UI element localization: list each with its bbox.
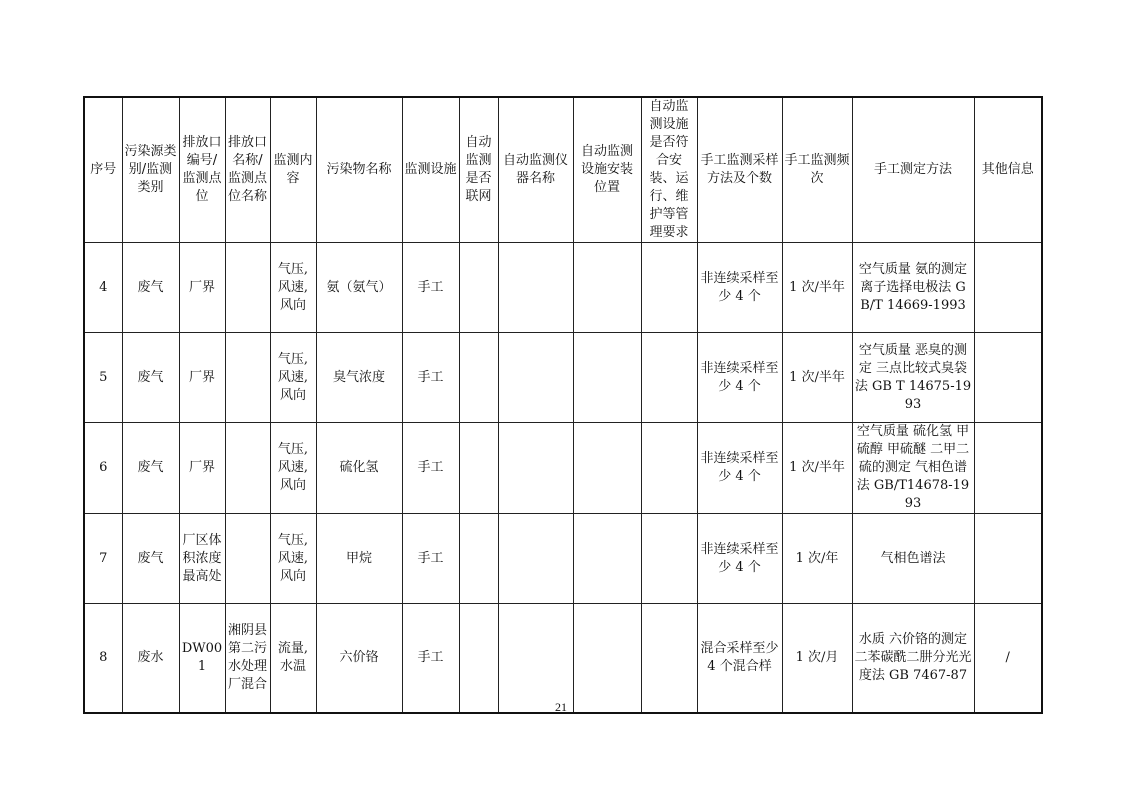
- cell-auto-pos: [573, 333, 641, 423]
- cell-point-code: 厂界: [179, 243, 225, 333]
- cell-other: [974, 514, 1042, 604]
- table-row: [84, 604, 1042, 714]
- header-cell: 自动监测是否联网: [459, 97, 498, 243]
- cell-point-code: 厂界: [179, 333, 225, 423]
- cell-content: 气压,风速,风向: [270, 333, 316, 423]
- cell-other: [974, 423, 1042, 514]
- cell-point-name: [225, 333, 270, 423]
- cell-category: 废气: [122, 243, 179, 333]
- cell-auto-pos: [573, 604, 641, 714]
- cell-auto-net: [459, 243, 498, 333]
- cell-auto-net: [459, 604, 498, 714]
- cell-sampling: 非连续采样至少 4 个: [697, 514, 782, 604]
- cell-point-code: 厂界: [179, 423, 225, 514]
- table-row: [84, 333, 1042, 423]
- cell-content: 气压,风速,风向: [270, 514, 316, 604]
- cell-pollutant: 氨（氨气）: [316, 243, 402, 333]
- cell-category: 废气: [122, 423, 179, 514]
- cell-method: 气相色谱法: [852, 514, 974, 604]
- cell-point-name: [225, 514, 270, 604]
- table-row: [84, 514, 1042, 604]
- cell-auto-name: [498, 423, 573, 514]
- cell-pollutant: 六价铬: [316, 604, 402, 714]
- cell-other: /: [974, 604, 1042, 714]
- cell-point-code: 厂区体积浓度最高处: [179, 514, 225, 604]
- header-cell: 排放口编号/监测点位: [179, 97, 225, 243]
- cell-no: 5: [84, 333, 122, 423]
- header-cell: 监测内容: [270, 97, 316, 243]
- cell-auto-req: [641, 514, 697, 604]
- cell-method: 空气质量 硫化氢 甲硫醇 甲硫醚 二甲二硫的测定 气相色谱法 GB/T14678-1993: [852, 423, 974, 514]
- cell-method: 水质 六价铬的测定 二苯碳酰二肼分光光度法 GB 7467-87: [852, 604, 974, 714]
- cell-auto-name: [498, 333, 573, 423]
- cell-sampling: 非连续采样至少 4 个: [697, 423, 782, 514]
- cell-auto-pos: [573, 514, 641, 604]
- cell-facility: 手工: [402, 243, 459, 333]
- header-cell: 监测设施: [402, 97, 459, 243]
- header-cell: 自动监测仪器名称: [498, 97, 573, 243]
- cell-no: 6: [84, 423, 122, 514]
- header-cell: 手工测定方法: [852, 97, 974, 243]
- cell-point-name: [225, 423, 270, 514]
- cell-auto-pos: [573, 243, 641, 333]
- cell-method: 空气质量 恶臭的测定 三点比较式臭袋法 GB T 14675-1993: [852, 333, 974, 423]
- cell-facility: 手工: [402, 514, 459, 604]
- cell-auto-net: [459, 423, 498, 514]
- cell-pollutant: 臭气浓度: [316, 333, 402, 423]
- cell-frequency: 1 次/半年: [782, 333, 852, 423]
- page-number: 21: [555, 700, 567, 714]
- header-row: [84, 97, 1042, 243]
- header-cell: 其他信息: [974, 97, 1042, 243]
- monitoring-table: [83, 96, 1043, 714]
- cell-facility: 手工: [402, 604, 459, 714]
- cell-other: [974, 333, 1042, 423]
- cell-auto-req: [641, 604, 697, 714]
- header-cell: 手工监测频次: [782, 97, 852, 243]
- cell-frequency: 1 次/月: [782, 604, 852, 714]
- cell-sampling: 非连续采样至少 4 个: [697, 333, 782, 423]
- cell-pollutant: 甲烷: [316, 514, 402, 604]
- table-row: [84, 243, 1042, 333]
- cell-point-name: 湘阴县第二污水处理厂混合: [225, 604, 270, 714]
- cell-auto-net: [459, 333, 498, 423]
- header-cell: 排放口名称/监测点位名称: [225, 97, 270, 243]
- cell-content: 流量,水温: [270, 604, 316, 714]
- cell-no: 4: [84, 243, 122, 333]
- cell-pollutant: 硫化氢: [316, 423, 402, 514]
- cell-sampling: 非连续采样至少 4 个: [697, 243, 782, 333]
- cell-point-name: [225, 243, 270, 333]
- cell-frequency: 1 次/半年: [782, 423, 852, 514]
- cell-auto-name: [498, 514, 573, 604]
- cell-auto-req: [641, 243, 697, 333]
- cell-auto-req: [641, 423, 697, 514]
- cell-auto-req: [641, 333, 697, 423]
- cell-method: 空气质量 氨的测定 离子选择电极法 GB/T 14669-1993: [852, 243, 974, 333]
- cell-category: 废气: [122, 514, 179, 604]
- header-cell: 序号: [84, 97, 122, 243]
- cell-auto-net: [459, 514, 498, 604]
- cell-facility: 手工: [402, 333, 459, 423]
- cell-category: 废气: [122, 333, 179, 423]
- cell-point-code: DW001: [179, 604, 225, 714]
- cell-no: 7: [84, 514, 122, 604]
- cell-content: 气压,风速,风向: [270, 423, 316, 514]
- cell-content: 气压,风速,风向: [270, 243, 316, 333]
- header-cell: 污染物名称: [316, 97, 402, 243]
- cell-frequency: 1 次/年: [782, 514, 852, 604]
- cell-category: 废水: [122, 604, 179, 714]
- cell-sampling: 混合采样至少 4 个混合样: [697, 604, 782, 714]
- cell-auto-pos: [573, 423, 641, 514]
- cell-frequency: 1 次/半年: [782, 243, 852, 333]
- cell-auto-name: [498, 243, 573, 333]
- header-cell: 自动监测设施是否符合安装、运行、维护等管理要求: [641, 97, 697, 243]
- cell-auto-name: [498, 604, 573, 714]
- cell-facility: 手工: [402, 423, 459, 514]
- cell-no: 8: [84, 604, 122, 714]
- header-cell: 自动监测设施安装位置: [573, 97, 641, 243]
- cell-other: [974, 243, 1042, 333]
- table-row: [84, 423, 1042, 514]
- header-cell: 手工监测采样方法及个数: [697, 97, 782, 243]
- header-cell: 污染源类别/监测类别: [122, 97, 179, 243]
